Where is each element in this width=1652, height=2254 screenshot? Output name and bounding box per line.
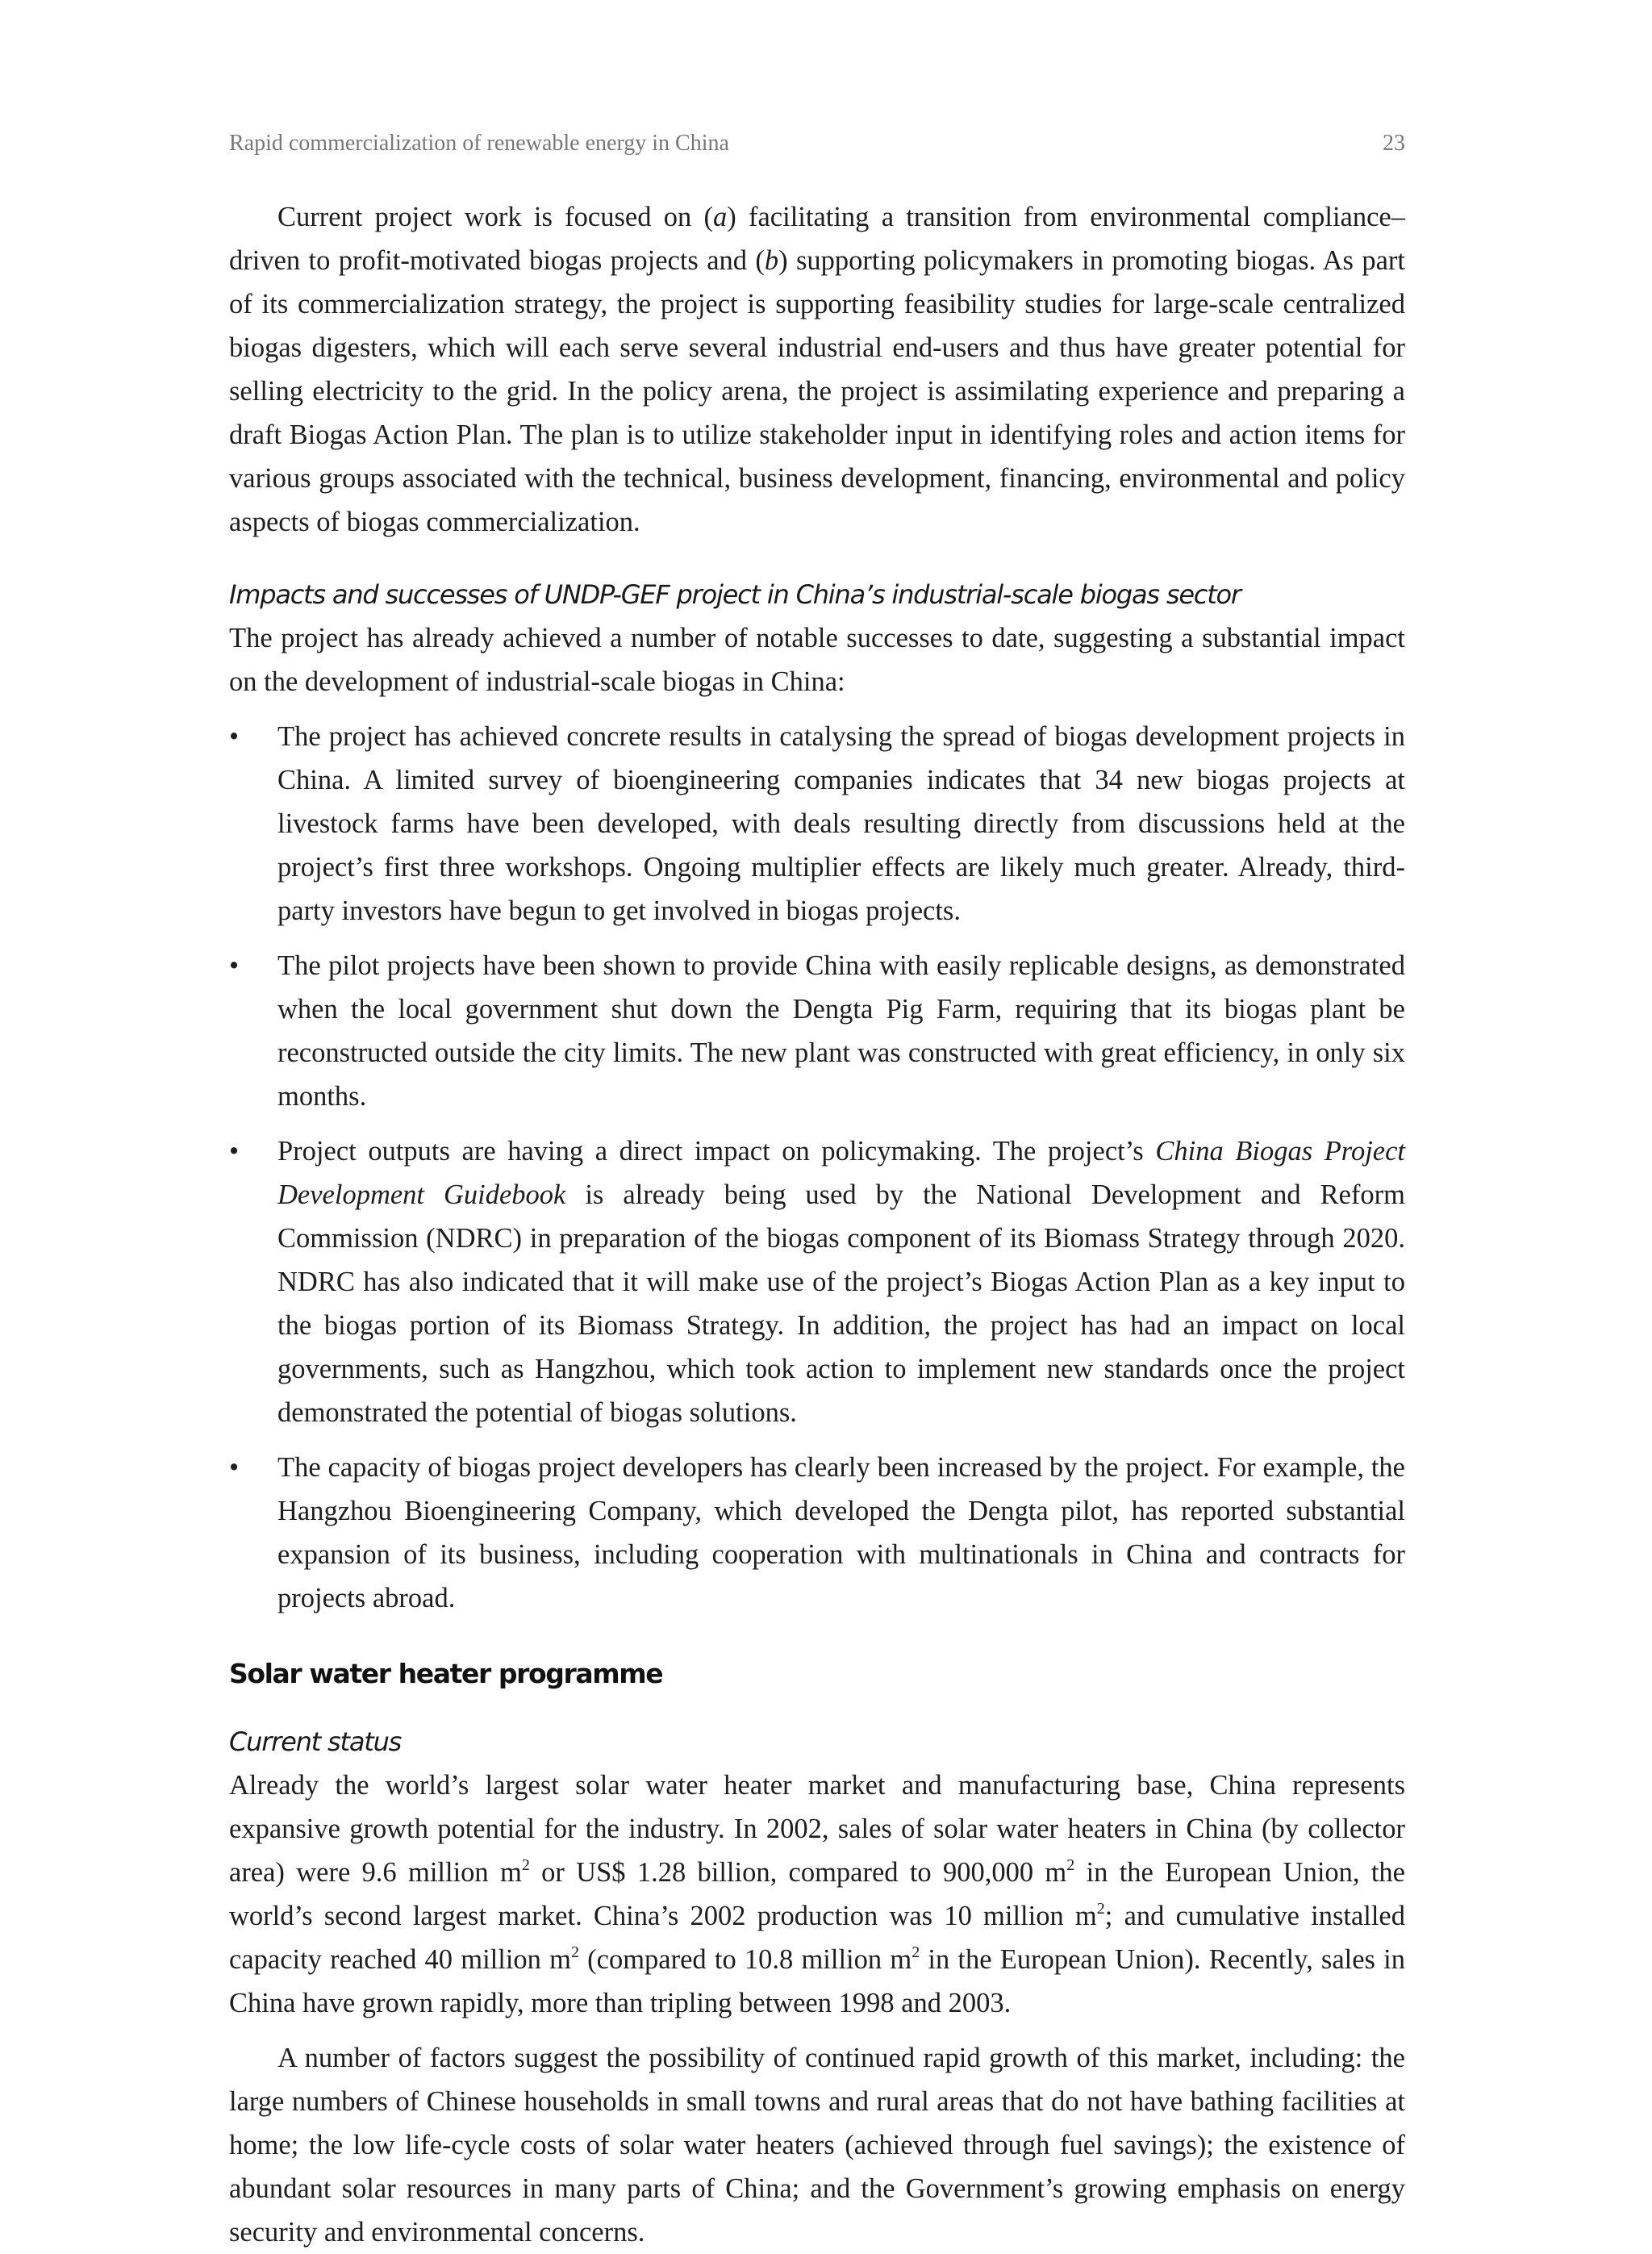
impacts-bullet-list xyxy=(229,715,1405,1620)
page-number: 23 xyxy=(1383,131,1405,156)
bullet-text: The project has achieved concrete results in catalysing the spread of biogas development projects in China. A limited survey of bioengineering companies indicates that 34 new biogas projects at livestock farms have been developed, with deals resulting directly from discussions held at the project’s first three workshops. Ongoing multiplier effects are likely much greater. Already, third-party investors have begun to get involved in biogas projects. xyxy=(277,721,1405,926)
solar-text-f: in the European Union). Recently, sales in China have grown rapidly, more than tripling between 1998 and 2003. xyxy=(229,1944,1405,2018)
intro-text-3: ) supporting policymakers in promoting biogas. As part of its commercialization strategy, the project is supporting feasibility studies for large-scale centralized biogas digesters, which will each serve several industrial end-users and thus have greater potential for selling electricity to the grid. In the policy arena, the project is assimilating experience and preparing a draft Biogas Action Plan. The plan is to utilize stakeholder input in identifying roles and action items for various groups associated with the technical, business development, financing, environmental and policy aspects of biogas commercialization. xyxy=(229,245,1405,537)
solar-section-heading: Solar water heater programme xyxy=(229,1658,663,1689)
intro-text-1: Current project work is focused on ( xyxy=(277,202,713,232)
running-head xyxy=(229,131,1405,157)
body-text xyxy=(229,195,1405,2254)
bullet-text: The pilot projects have been shown to provide China with easily replicable designs, as demonstrated when the local government shut down the Dengta Pig Farm, requiring that its biogas plant be reconstructed outside the city limits. The new plant was constructed with great efficiency, in only six months. xyxy=(277,950,1405,1112)
superscript: 2 xyxy=(570,1943,579,1961)
bullet-text-pre: Project outputs are having a direct impact on policymaking. The project’s xyxy=(277,1136,1156,1167)
bullet-item xyxy=(229,715,1405,933)
intro-paragraph xyxy=(229,195,1405,544)
running-head-title: Rapid commercialization of renewable energy in China xyxy=(229,131,729,156)
bullet-item xyxy=(229,1129,1405,1434)
impacts-heading: Impacts and successes of UNDP-GEF project in China’s industrial-scale biogas sector xyxy=(229,579,1241,610)
intro-text-2: ) facilitating a transition from environmental compliance–driven to profit-motivated biogas projects and ( xyxy=(229,202,1405,276)
guidebook-title: China Biogas Project Development Guidebook xyxy=(277,1136,1405,1210)
solar-text-c: in the European Union, the world’s second largest market. China’s 2002 production was 10 million m xyxy=(229,1857,1405,1931)
solar-text-e: (compared to 10.8 million m xyxy=(578,1944,912,1975)
bullet-text: The capacity of biogas project developers has clearly been increased by the project. For example, the Hangzhou Bioengineering Company, which developed the Dengta pilot, has reported substantial expansion of its business, including cooperation with multinationals in China and contracts for projects abroad. xyxy=(277,1452,1405,1613)
solar-paragraph-1 xyxy=(229,1764,1405,2025)
bullet-item xyxy=(229,944,1405,1118)
bullet-item xyxy=(229,1446,1405,1620)
solar-text-b: or US$ 1.28 billion, compared to 900,000 m xyxy=(529,1857,1067,1888)
bullet-icon: • xyxy=(229,1136,240,1167)
bullet-icon: • xyxy=(229,950,240,981)
superscript: 2 xyxy=(1096,1900,1105,1918)
superscript: 2 xyxy=(521,1856,530,1874)
solar-text-d: ; and cumulative installed capacity reached 40 million m xyxy=(229,1901,1405,1975)
solar-paragraph-2: A number of factors suggest the possibility of continued rapid growth of this market, including: the large numbers of Chinese households in small towns and rural areas that do not have bathing facilities at home; the low life-cycle costs of solar water heaters (achieved through fuel savings); the existence of abundant solar resources in many parts of China; and the Government’s growing emphasis on energy security and environmental concerns. xyxy=(229,2043,1405,2248)
superscript: 2 xyxy=(912,1943,920,1961)
superscript: 2 xyxy=(1066,1856,1075,1874)
bullet-text-post: is already being used by the National Development and Reform Commission (NDRC) in preparation of the biogas component of its Biomass Strategy through 2020. NDRC has also indicated that it will make use of the project’s Biogas Action Plan as a key input to the biogas portion of its Biomass Strategy. In addition, the project has had an impact on local governments, such as Hangzhou, which took action to implement new standards once the project demonstrated the potential of biogas solutions. xyxy=(277,1179,1405,1428)
intro-label-b: b xyxy=(764,245,779,276)
bullet-icon: • xyxy=(229,1452,240,1483)
solar-text-a: Already the world’s largest solar water heater market and manufacturing base, China represents expansive growth potential for the industry. In 2002, sales of solar water heaters in China (by collector area) were 9.6 million m xyxy=(229,1770,1405,1888)
current-status-heading: Current status xyxy=(229,1726,402,1757)
intro-label-a: a xyxy=(712,202,728,232)
impacts-lead: The project has already achieved a number of notable successes to date, suggesting a substantial impact on the development of industrial-scale biogas in China: xyxy=(229,623,1405,697)
bullet-icon: • xyxy=(229,721,240,752)
